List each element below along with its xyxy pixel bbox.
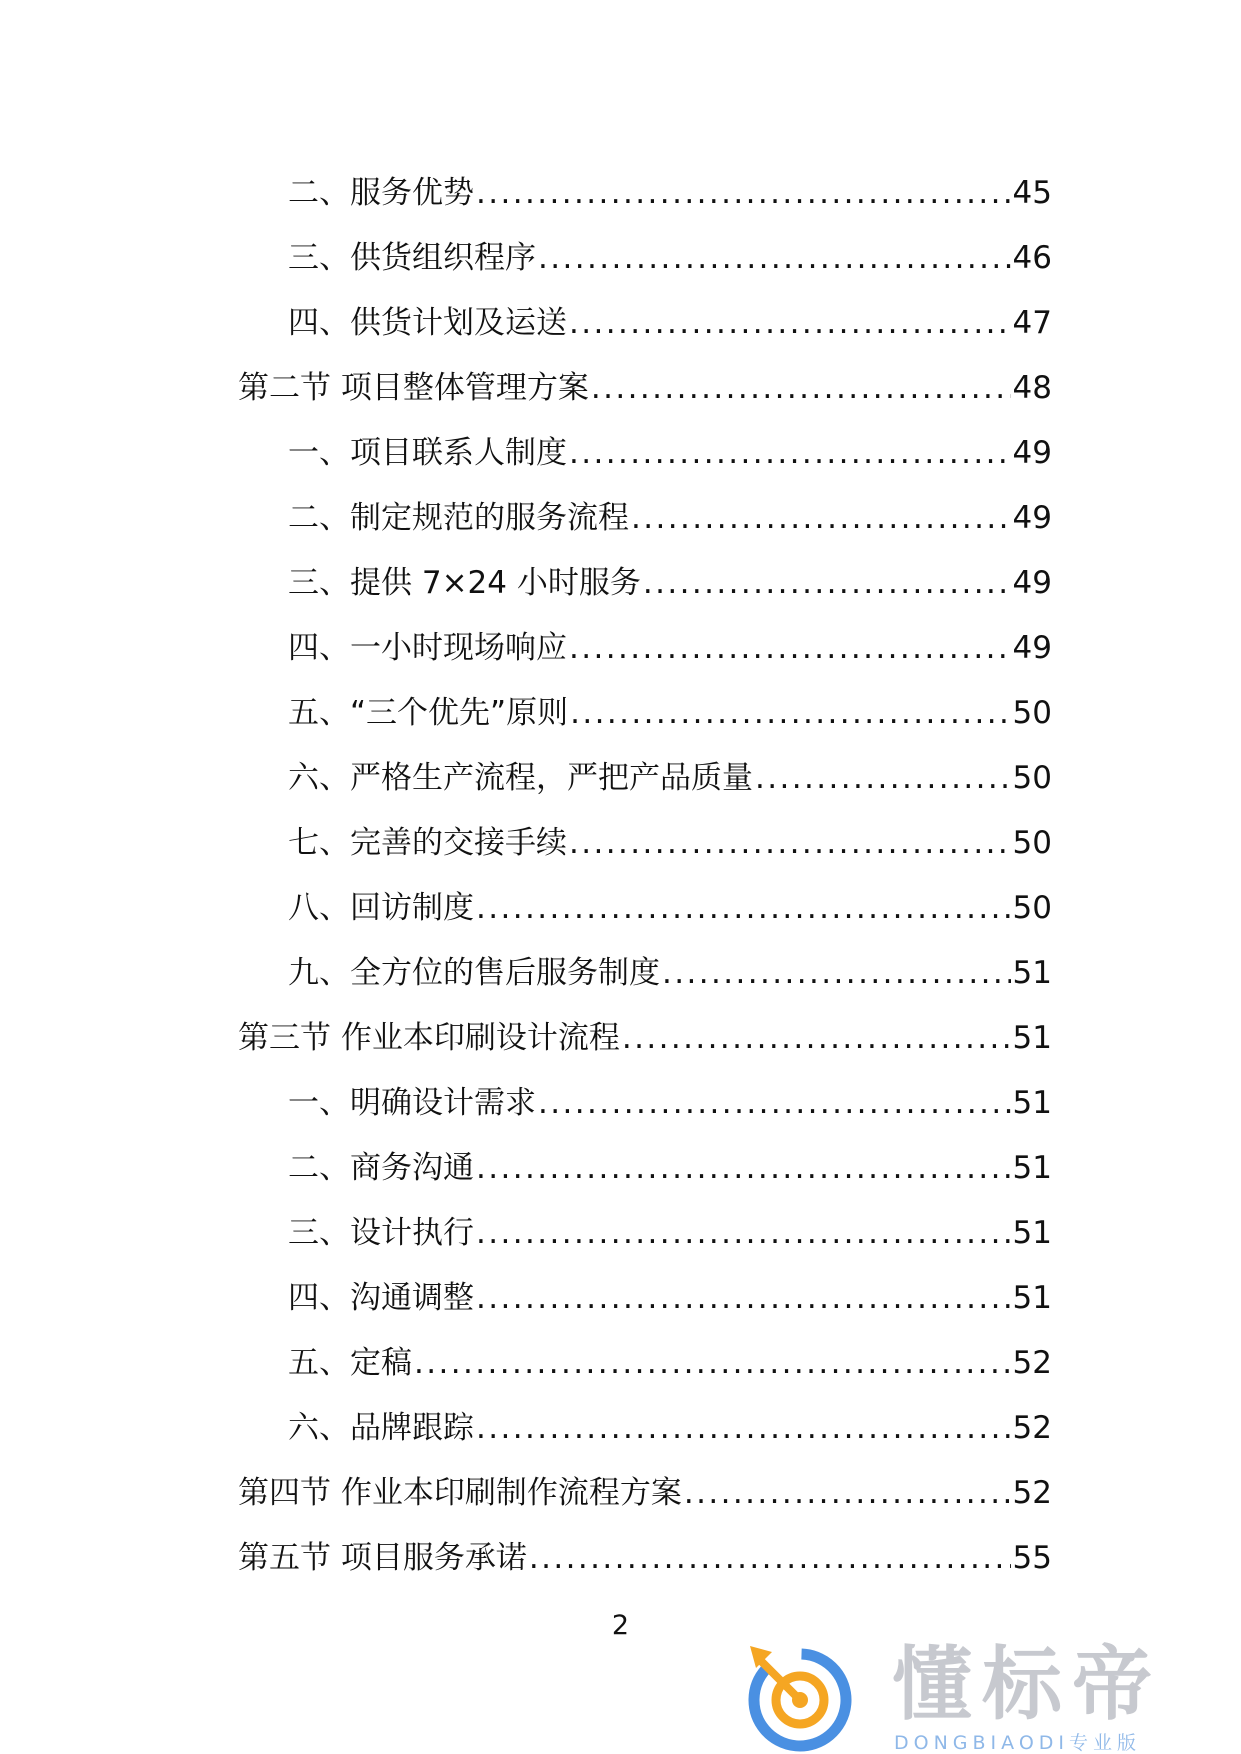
toc-dot-leader: [662, 953, 1011, 993]
watermark-brand: 懂标帝: [892, 1638, 1162, 1731]
toc-entry-title: 第五节 项目服务承诺: [238, 1539, 527, 1576]
toc-entry-page: 46: [1012, 239, 1052, 276]
toc-entry-title: 二、商务沟通: [288, 1149, 474, 1186]
toc-entry-page: 52: [1012, 1344, 1052, 1381]
toc-dot-leader: [570, 693, 1010, 733]
toc-entry-page: 51: [1012, 1019, 1052, 1056]
toc-dot-leader: [569, 823, 1011, 863]
toc-entry-title: 三、供货组织程序: [288, 239, 536, 276]
toc-dot-leader: [476, 1148, 1011, 1188]
watermark-logo: [742, 1634, 1241, 1754]
toc-entry-title: 二、制定规范的服务流程: [288, 499, 629, 536]
toc-dot-leader: [569, 303, 1011, 343]
toc-subsection-entry[interactable]: [0, 290, 1241, 355]
toc-subsection-entry[interactable]: [0, 940, 1241, 1005]
toc-entry-page: 51: [1012, 1149, 1052, 1186]
toc-entry-page: 52: [1012, 1409, 1052, 1446]
toc-section-entry[interactable]: [0, 1005, 1241, 1070]
toc-entry-title: 三、设计执行: [288, 1214, 474, 1251]
toc-entry-page: 50: [1012, 889, 1052, 926]
toc-entry-page: 49: [1012, 564, 1052, 601]
toc-entry-title: 六、严格生产流程，严把产品质量: [288, 759, 753, 796]
toc-subsection-entry[interactable]: [0, 1200, 1241, 1265]
table-of-contents: [0, 160, 1241, 1590]
toc-entry-page: 50: [1012, 824, 1052, 861]
toc-dot-leader: [538, 238, 1011, 278]
toc-subsection-entry[interactable]: [0, 1070, 1241, 1135]
toc-entry-title: 一、项目联系人制度: [288, 434, 567, 471]
toc-entry-page: 49: [1012, 499, 1052, 536]
toc-entry-title: 四、一小时现场响应: [288, 629, 567, 666]
watermark-subtitle: DONGBIAODI专业版: [894, 1732, 1142, 1754]
toc-entry-title: 第三节 作业本印刷设计流程: [238, 1019, 620, 1056]
toc-entry-title: 四、沟通调整: [288, 1279, 474, 1316]
toc-dot-leader: [684, 1473, 1011, 1513]
toc-dot-leader: [631, 498, 1011, 538]
toc-dot-leader: [476, 888, 1011, 928]
toc-dot-leader: [538, 1083, 1011, 1123]
toc-entry-page: 51: [1012, 1279, 1052, 1316]
toc-entry-page: 49: [1012, 629, 1052, 666]
toc-subsection-entry[interactable]: [0, 550, 1241, 615]
toc-entry-page: 47: [1012, 304, 1052, 341]
page-number: 2: [611, 1610, 630, 1641]
toc-entry-title: 二、服务优势: [288, 174, 474, 211]
toc-dot-leader: [569, 433, 1011, 473]
toc-entry-title: 九、全方位的售后服务制度: [288, 954, 660, 991]
toc-dot-leader: [643, 563, 1011, 603]
toc-entry-title: 四、供货计划及运送: [288, 304, 567, 341]
toc-dot-leader: [476, 1278, 1011, 1318]
toc-entry-title: 五、“三个优先”原则: [288, 694, 569, 731]
toc-entry-page: 50: [1012, 759, 1052, 796]
toc-dot-leader: [476, 173, 1011, 213]
toc-subsection-entry[interactable]: [0, 225, 1241, 290]
toc-subsection-entry[interactable]: [0, 680, 1241, 745]
toc-section-entry[interactable]: [0, 1525, 1241, 1590]
toc-entry-title: 七、完善的交接手续: [288, 824, 567, 861]
toc-subsection-entry[interactable]: [0, 1395, 1241, 1460]
toc-subsection-entry[interactable]: [0, 420, 1241, 485]
toc-entry-title: 第二节 项目整体管理方案: [238, 369, 589, 406]
toc-entry-title: 六、品牌跟踪: [288, 1409, 474, 1446]
toc-entry-page: 51: [1012, 1084, 1052, 1121]
toc-dot-leader: [414, 1343, 1011, 1383]
toc-subsection-entry[interactable]: [0, 1265, 1241, 1330]
toc-subsection-entry[interactable]: [0, 875, 1241, 940]
toc-entry-title: 第四节 作业本印刷制作流程方案: [238, 1474, 682, 1511]
toc-subsection-entry[interactable]: [0, 160, 1241, 225]
toc-entry-page: 45: [1012, 174, 1052, 211]
toc-entry-page: 48: [1012, 369, 1052, 406]
toc-subsection-entry[interactable]: [0, 1135, 1241, 1200]
toc-dot-leader: [476, 1408, 1011, 1448]
toc-subsection-entry[interactable]: [0, 745, 1241, 810]
toc-entry-page: 55: [1012, 1539, 1052, 1576]
toc-entry-page: 49: [1012, 434, 1052, 471]
toc-entry-page: 50: [1012, 694, 1052, 731]
toc-dot-leader: [476, 1213, 1011, 1253]
toc-dot-leader: [622, 1018, 1011, 1058]
toc-entry-page: 52: [1012, 1474, 1052, 1511]
toc-dot-leader: [569, 628, 1011, 668]
toc-subsection-entry[interactable]: [0, 485, 1241, 550]
toc-entry-page: 51: [1012, 1214, 1052, 1251]
toc-subsection-entry[interactable]: [0, 615, 1241, 680]
toc-section-entry[interactable]: [0, 355, 1241, 420]
toc-dot-leader: [755, 758, 1011, 798]
toc-entry-title: 三、提供 7×24 小时服务: [288, 564, 641, 601]
toc-subsection-entry[interactable]: [0, 1330, 1241, 1395]
toc-entry-page: 51: [1012, 954, 1052, 991]
toc-entry-title: 五、定稿: [288, 1344, 412, 1381]
toc-dot-leader: [591, 368, 1011, 408]
toc-dot-leader: [529, 1538, 1011, 1578]
toc-subsection-entry[interactable]: [0, 810, 1241, 875]
target-arrow-icon: [742, 1634, 862, 1754]
toc-entry-title: 一、明确设计需求: [288, 1084, 536, 1121]
toc-section-entry[interactable]: [0, 1460, 1241, 1525]
toc-entry-title: 八、回访制度: [288, 889, 474, 926]
